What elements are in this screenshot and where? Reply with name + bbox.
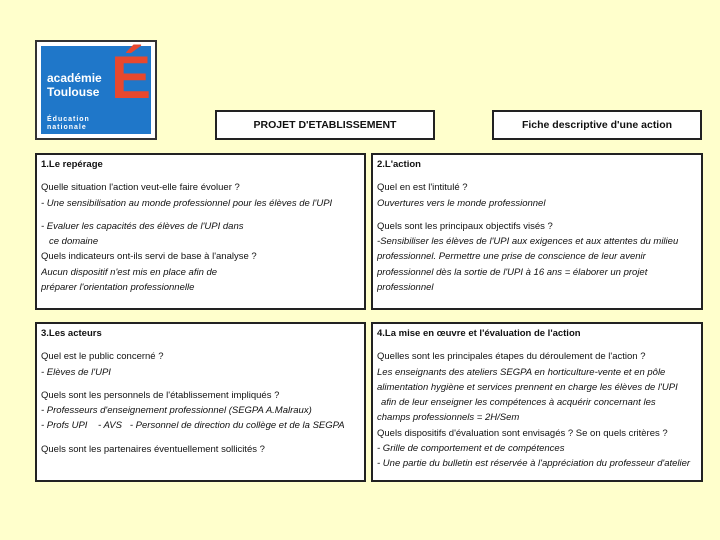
mise-en-oeuvre-panel (371, 322, 703, 482)
fiche-header-text: Fiche descriptive d'une action (521, 119, 673, 131)
action-question-2: Quels sont les principaux objectifs visés ? (377, 220, 553, 232)
reperage-answer-2: - Evaluer les capacités des élèves de l'UPI dans (41, 220, 244, 232)
acteurs-answer-1: - Elèves de l'UPI (41, 366, 111, 378)
reperage-question-2: Quels indicateurs ont-ils servi de base à l'analyse ? (41, 251, 257, 263)
logo-sub1: Éducation (47, 116, 90, 123)
logo-line1: académie (47, 71, 102, 85)
mise-answer-2: alimentation hygiène et services prennent en charge les élèves de l'UPI (377, 381, 678, 393)
fiche-header (492, 110, 702, 140)
mise-answer-1: Les enseignants des ateliers SEGPA en horticulture-vente et en pôle (377, 366, 666, 378)
acteurs-question-3: Quels sont les partenaires éventuellement sollicités ? (41, 443, 265, 455)
acteurs-answer-2: - Professeurs d'enseignement professionnel (SEGPA A.Malraux) (41, 405, 312, 417)
projet-header-text: PROJET D'ETABLISSEMENT (253, 119, 397, 131)
reperage-title: 1.Le repérage (41, 159, 103, 170)
acteurs-question-1: Quel est le public concerné ? (41, 351, 164, 363)
reperage-answer-3: ce domaine (49, 236, 99, 248)
logo-e-letter: É (111, 44, 152, 111)
action-title: 2.L'action (377, 159, 421, 170)
logo-line2: Toulouse (47, 85, 100, 99)
acteurs-answer-3: - Profs UPI - AVS - Personnel de direction du collège et de la SEGPA (41, 420, 345, 432)
action-answer-1: Ouvertures vers le monde professionnel (377, 197, 546, 209)
projet-header (215, 110, 435, 140)
action-answer-3: professionnel. Permettre une prise de conscience de leur avenir (377, 251, 646, 263)
logo-sub2: nationale (47, 124, 87, 131)
mise-answer-4: champs professionnels = 2H/Sem (377, 412, 520, 424)
reperage-answer-1: - Une sensibilisation au monde professionnel pour les élèves de l'UPI (41, 197, 333, 209)
reperage-answer-5: préparer l'orientation professionnelle (41, 282, 195, 294)
action-panel (371, 153, 703, 310)
reperage-answer-4: Aucun dispositif n'est mis en place afin de (41, 266, 218, 278)
action-answer-5: professionnel (377, 282, 434, 294)
action-question-1: Quel en est l'intitulé ? (377, 182, 468, 194)
mise-question-2: Quels dispositifs d'évaluation sont envisagés ? Se on quels critères ? (377, 427, 668, 439)
mise-title: 4.La mise en œuvre et l'évaluation de l'action (377, 328, 581, 339)
academie-logo (35, 40, 157, 140)
reperage-question-1: Quelle situation l'action veut-elle faire évoluer ? (41, 182, 240, 194)
mise-question-1: Quelles sont les principales étapes du déroulement de l'action ? (377, 351, 646, 363)
mise-answer-6: - Une partie du bulletin est réservée à l'appréciation du professeur d'atelier (377, 458, 691, 470)
mise-answer-5: - Grille de comportement et de compétences (377, 443, 565, 455)
acteurs-question-2: Quels sont les personnels de l'établissement impliqués ? (41, 389, 280, 401)
logo-background (41, 46, 151, 134)
mise-answer-3: afin de leur enseigner les compétences à acquérir concernant les (381, 397, 656, 409)
acteurs-panel (35, 322, 366, 482)
action-answer-4: professionnel dès la sortie de l'UPI à 16 ans = élaborer un projet (377, 266, 648, 278)
acteurs-title: 3.Les acteurs (41, 328, 102, 339)
reperage-panel (35, 153, 366, 310)
action-answer-2: -Sensibiliser les élèves de l'UPI aux exigences et aux attentes du milieu (377, 236, 679, 248)
